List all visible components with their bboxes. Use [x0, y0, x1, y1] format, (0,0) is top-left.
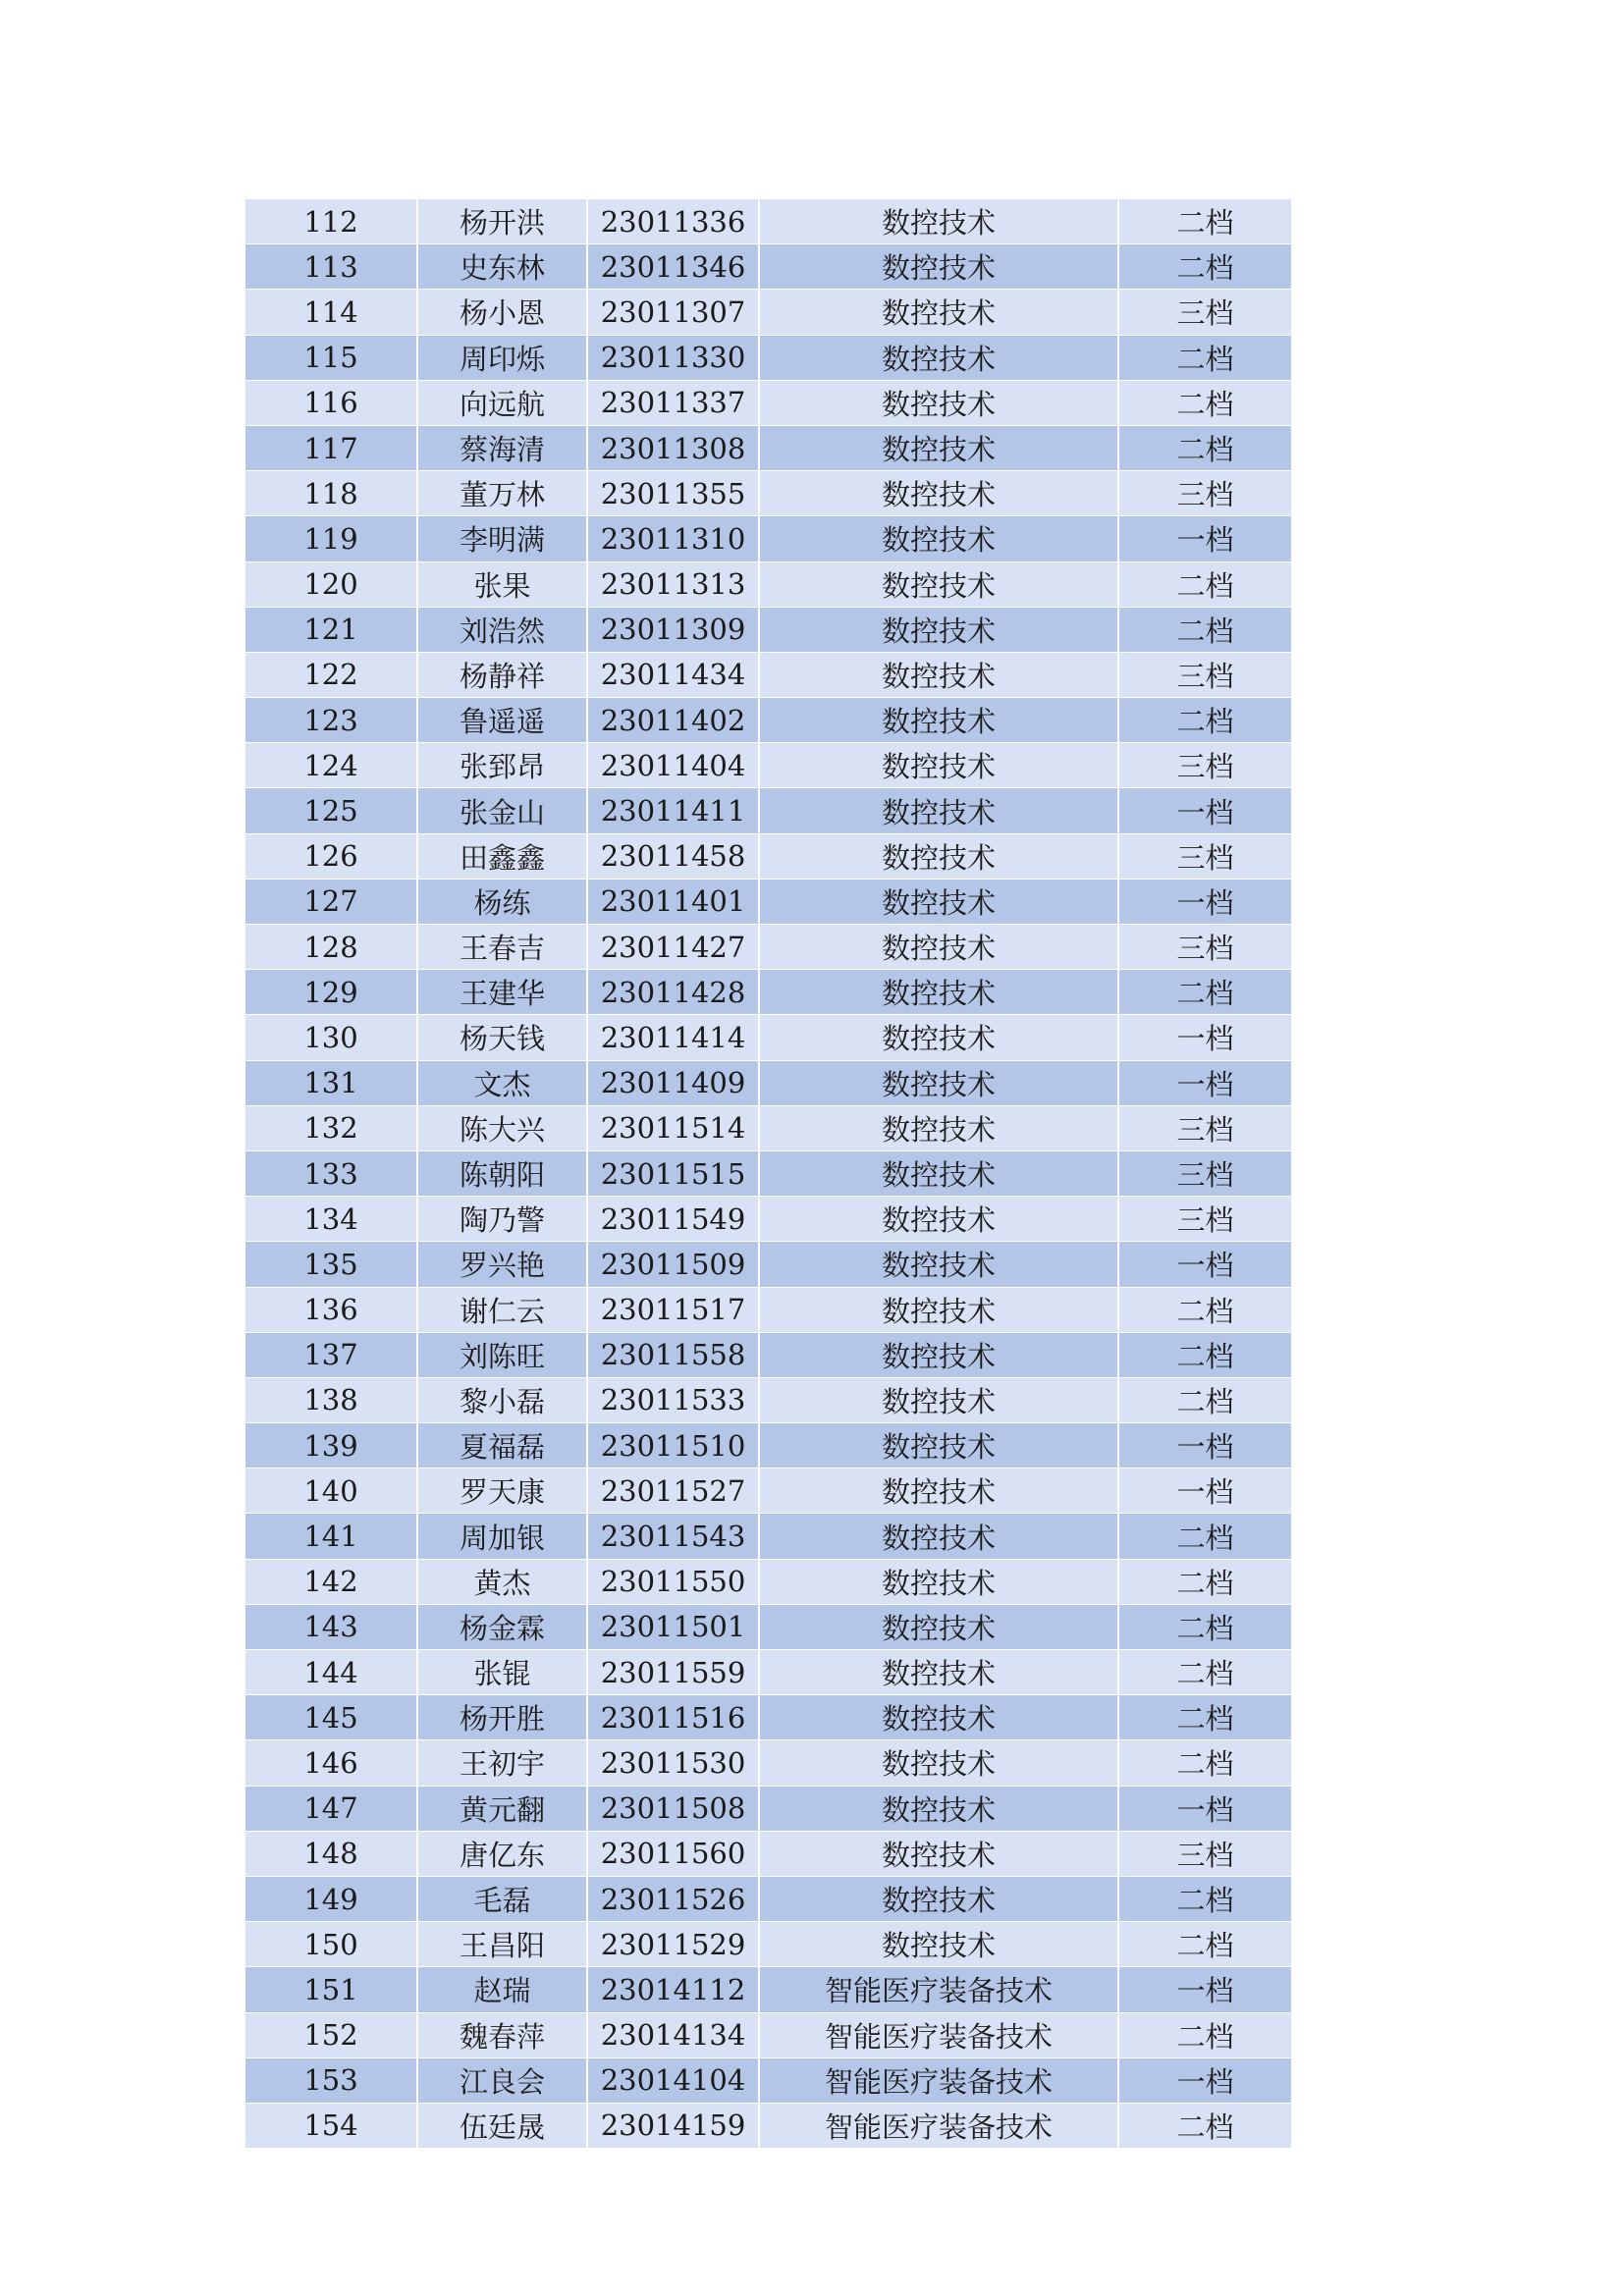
major-cell: 数控技术: [759, 1015, 1118, 1060]
student-id-cell: 23014112: [587, 1967, 759, 2012]
major-cell: 数控技术: [759, 788, 1118, 833]
student-id-cell: 23011428: [587, 970, 759, 1015]
level-cell: 一档: [1118, 1468, 1291, 1514]
level-cell: 三档: [1118, 1197, 1291, 1242]
table-row: [245, 788, 1291, 833]
student-id-cell: 23014104: [587, 2057, 759, 2103]
major-cell: 数控技术: [759, 1287, 1118, 1332]
student-id-cell: 23011560: [587, 1831, 759, 1876]
level-cell: 二档: [1118, 1876, 1291, 1921]
table-row: [245, 607, 1291, 652]
major-cell: 数控技术: [759, 561, 1118, 607]
student-id-cell: 23011336: [587, 199, 759, 244]
level-cell: 二档: [1118, 1559, 1291, 1604]
table-row: [245, 1650, 1291, 1695]
student-id-cell: 23014159: [587, 2103, 759, 2148]
student-id-cell: 23011543: [587, 1514, 759, 1559]
major-cell: 数控技术: [759, 743, 1118, 788]
level-cell: 一档: [1118, 2057, 1291, 2103]
level-cell: 一档: [1118, 1060, 1291, 1105]
level-cell: 二档: [1118, 1377, 1291, 1422]
student-name-cell: 刘浩然: [417, 607, 587, 652]
student-id-cell: 23011549: [587, 1197, 759, 1242]
student-roster-table: [245, 199, 1291, 2149]
student-name-cell: 周加银: [417, 1514, 587, 1559]
table-row: [245, 516, 1291, 561]
major-cell: 智能医疗装备技术: [759, 1967, 1118, 2012]
major-cell: 数控技术: [759, 925, 1118, 970]
major-cell: 数控技术: [759, 199, 1118, 244]
level-cell: 一档: [1118, 1967, 1291, 2012]
major-cell: 数控技术: [759, 335, 1118, 380]
table-row: [245, 879, 1291, 924]
student-name-cell: 鲁遥遥: [417, 698, 587, 743]
level-cell: 三档: [1118, 1150, 1291, 1196]
student-id-cell: 23011533: [587, 1377, 759, 1422]
major-cell: 数控技术: [759, 425, 1118, 470]
student-name-cell: 王春吉: [417, 925, 587, 970]
table-row: [245, 1695, 1291, 1740]
table-row: [245, 1423, 1291, 1468]
student-name-cell: 杨金霖: [417, 1604, 587, 1649]
student-name-cell: 黎小磊: [417, 1377, 587, 1422]
student-name-cell: 王初宇: [417, 1740, 587, 1786]
student-id-cell: 23011558: [587, 1332, 759, 1377]
level-cell: 三档: [1118, 471, 1291, 516]
row-number-cell: 135: [245, 1242, 417, 1287]
student-name-cell: 赵瑞: [417, 1967, 587, 2012]
student-id-cell: 23011510: [587, 1423, 759, 1468]
student-name-cell: 周印烁: [417, 335, 587, 380]
level-cell: 二档: [1118, 1332, 1291, 1377]
student-name-cell: 文杰: [417, 1060, 587, 1105]
student-name-cell: 陈朝阳: [417, 1150, 587, 1196]
row-number-cell: 139: [245, 1423, 417, 1468]
student-id-cell: 23011427: [587, 925, 759, 970]
level-cell: 二档: [1118, 335, 1291, 380]
table-row: [245, 1559, 1291, 1604]
major-cell: 数控技术: [759, 970, 1118, 1015]
level-cell: 二档: [1118, 380, 1291, 425]
major-cell: 数控技术: [759, 1468, 1118, 1514]
row-number-cell: 138: [245, 1377, 417, 1422]
row-number-cell: 126: [245, 833, 417, 879]
row-number-cell: 112: [245, 199, 417, 244]
table-row: [245, 1922, 1291, 1967]
student-id-cell: 23011308: [587, 425, 759, 470]
table-row: [245, 652, 1291, 697]
student-name-cell: 王建华: [417, 970, 587, 1015]
row-number-cell: 150: [245, 1922, 417, 1967]
major-cell: 数控技术: [759, 516, 1118, 561]
level-cell: 一档: [1118, 516, 1291, 561]
major-cell: 智能医疗装备技术: [759, 2103, 1118, 2148]
student-name-cell: 陶乃警: [417, 1197, 587, 1242]
student-id-cell: 23011307: [587, 290, 759, 335]
student-name-cell: 田鑫鑫: [417, 833, 587, 879]
student-name-cell: 杨开胜: [417, 1695, 587, 1740]
level-cell: 二档: [1118, 1514, 1291, 1559]
major-cell: 数控技术: [759, 1831, 1118, 1876]
row-number-cell: 152: [245, 2012, 417, 2057]
level-cell: 二档: [1118, 425, 1291, 470]
student-id-cell: 23011501: [587, 1604, 759, 1649]
level-cell: 三档: [1118, 1831, 1291, 1876]
level-cell: 二档: [1118, 2012, 1291, 2057]
major-cell: 智能医疗装备技术: [759, 2057, 1118, 2103]
student-name-cell: 张锟: [417, 1650, 587, 1695]
student-id-cell: 23011529: [587, 1922, 759, 1967]
major-cell: 数控技术: [759, 607, 1118, 652]
row-number-cell: 132: [245, 1105, 417, 1150]
row-number-cell: 131: [245, 1060, 417, 1105]
level-cell: 一档: [1118, 788, 1291, 833]
major-cell: 数控技术: [759, 1695, 1118, 1740]
major-cell: 数控技术: [759, 652, 1118, 697]
row-number-cell: 151: [245, 1967, 417, 2012]
row-number-cell: 145: [245, 1695, 417, 1740]
major-cell: 数控技术: [759, 1197, 1118, 1242]
student-name-cell: 杨开洪: [417, 199, 587, 244]
major-cell: 数控技术: [759, 879, 1118, 924]
table-row: [245, 2012, 1291, 2057]
student-id-cell: 23014134: [587, 2012, 759, 2057]
major-cell: 数控技术: [759, 1377, 1118, 1422]
table-row: [245, 1468, 1291, 1514]
student-name-cell: 张金山: [417, 788, 587, 833]
row-number-cell: 117: [245, 425, 417, 470]
student-id-cell: 23011355: [587, 471, 759, 516]
major-cell: 数控技术: [759, 244, 1118, 290]
student-id-cell: 23011517: [587, 1287, 759, 1332]
level-cell: 一档: [1118, 1015, 1291, 1060]
student-id-cell: 23011530: [587, 1740, 759, 1786]
level-cell: 二档: [1118, 970, 1291, 1015]
student-name-cell: 李明满: [417, 516, 587, 561]
student-id-cell: 23011409: [587, 1060, 759, 1105]
level-cell: 二档: [1118, 1650, 1291, 1695]
student-id-cell: 23011404: [587, 743, 759, 788]
row-number-cell: 133: [245, 1150, 417, 1196]
major-cell: 数控技术: [759, 1514, 1118, 1559]
table-row: [245, 561, 1291, 607]
student-name-cell: 张郅昂: [417, 743, 587, 788]
student-id-cell: 23011411: [587, 788, 759, 833]
table-row: [245, 1604, 1291, 1649]
student-name-cell: 张果: [417, 561, 587, 607]
level-cell: 一档: [1118, 1242, 1291, 1287]
major-cell: 智能医疗装备技术: [759, 2012, 1118, 2057]
table-row: [245, 698, 1291, 743]
table-row: [245, 471, 1291, 516]
major-cell: 数控技术: [759, 290, 1118, 335]
level-cell: 二档: [1118, 2103, 1291, 2148]
student-id-cell: 23011330: [587, 335, 759, 380]
table-row: [245, 1015, 1291, 1060]
table-row: [245, 1242, 1291, 1287]
table-row: [245, 1740, 1291, 1786]
table-row: [245, 2057, 1291, 2103]
row-number-cell: 119: [245, 516, 417, 561]
student-id-cell: 23011309: [587, 607, 759, 652]
student-name-cell: 陈大兴: [417, 1105, 587, 1150]
major-cell: 数控技术: [759, 1876, 1118, 1921]
major-cell: 数控技术: [759, 1242, 1118, 1287]
table-row: [245, 1377, 1291, 1422]
student-name-cell: 夏福磊: [417, 1423, 587, 1468]
level-cell: 三档: [1118, 833, 1291, 879]
level-cell: 三档: [1118, 743, 1291, 788]
student-name-cell: 杨静祥: [417, 652, 587, 697]
row-number-cell: 127: [245, 879, 417, 924]
major-cell: 数控技术: [759, 380, 1118, 425]
level-cell: 三档: [1118, 1105, 1291, 1150]
level-cell: 二档: [1118, 244, 1291, 290]
student-id-cell: 23011527: [587, 1468, 759, 1514]
student-name-cell: 王昌阳: [417, 1922, 587, 1967]
student-id-cell: 23011310: [587, 516, 759, 561]
row-number-cell: 125: [245, 788, 417, 833]
student-name-cell: 江良会: [417, 2057, 587, 2103]
level-cell: 三档: [1118, 290, 1291, 335]
row-number-cell: 122: [245, 652, 417, 697]
major-cell: 数控技术: [759, 1650, 1118, 1695]
level-cell: 一档: [1118, 879, 1291, 924]
student-name-cell: 谢仁云: [417, 1287, 587, 1332]
student-name-cell: 黄元翻: [417, 1786, 587, 1831]
level-cell: 二档: [1118, 1922, 1291, 1967]
table-row: [245, 1967, 1291, 2012]
student-id-cell: 23011526: [587, 1876, 759, 1921]
row-number-cell: 115: [245, 335, 417, 380]
row-number-cell: 118: [245, 471, 417, 516]
student-id-cell: 23011401: [587, 879, 759, 924]
level-cell: 二档: [1118, 199, 1291, 244]
student-id-cell: 23011550: [587, 1559, 759, 1604]
table-row: [245, 380, 1291, 425]
student-id-cell: 23011346: [587, 244, 759, 290]
table-row: [245, 290, 1291, 335]
major-cell: 数控技术: [759, 833, 1118, 879]
student-name-cell: 杨小恩: [417, 290, 587, 335]
student-name-cell: 史东林: [417, 244, 587, 290]
row-number-cell: 116: [245, 380, 417, 425]
major-cell: 数控技术: [759, 1786, 1118, 1831]
table-row: [245, 970, 1291, 1015]
row-number-cell: 136: [245, 1287, 417, 1332]
major-cell: 数控技术: [759, 1105, 1118, 1150]
row-number-cell: 141: [245, 1514, 417, 1559]
table-row: [245, 925, 1291, 970]
level-cell: 一档: [1118, 1423, 1291, 1468]
level-cell: 一档: [1118, 1786, 1291, 1831]
major-cell: 数控技术: [759, 1559, 1118, 1604]
row-number-cell: 154: [245, 2103, 417, 2148]
student-name-cell: 罗兴艳: [417, 1242, 587, 1287]
row-number-cell: 153: [245, 2057, 417, 2103]
table-row: [245, 2103, 1291, 2148]
major-cell: 数控技术: [759, 1922, 1118, 1967]
row-number-cell: 140: [245, 1468, 417, 1514]
major-cell: 数控技术: [759, 698, 1118, 743]
table-row: [245, 743, 1291, 788]
level-cell: 二档: [1118, 607, 1291, 652]
major-cell: 数控技术: [759, 1604, 1118, 1649]
level-cell: 二档: [1118, 1695, 1291, 1740]
student-name-cell: 黄杰: [417, 1559, 587, 1604]
table-row: [245, 1197, 1291, 1242]
major-cell: 数控技术: [759, 1740, 1118, 1786]
student-name-cell: 杨练: [417, 879, 587, 924]
row-number-cell: 144: [245, 1650, 417, 1695]
table-row: [245, 1786, 1291, 1831]
major-cell: 数控技术: [759, 1332, 1118, 1377]
student-id-cell: 23011337: [587, 380, 759, 425]
major-cell: 数控技术: [759, 1060, 1118, 1105]
row-number-cell: 148: [245, 1831, 417, 1876]
student-id-cell: 23011458: [587, 833, 759, 879]
table-row: [245, 244, 1291, 290]
major-cell: 数控技术: [759, 471, 1118, 516]
row-number-cell: 147: [245, 1786, 417, 1831]
level-cell: 二档: [1118, 1604, 1291, 1649]
student-name-cell: 毛磊: [417, 1876, 587, 1921]
row-number-cell: 130: [245, 1015, 417, 1060]
table-row: [245, 1105, 1291, 1150]
student-id-cell: 23011414: [587, 1015, 759, 1060]
roster-body: [245, 199, 1291, 2149]
table-row: [245, 1150, 1291, 1196]
table-row: [245, 1831, 1291, 1876]
student-id-cell: 23011559: [587, 1650, 759, 1695]
row-number-cell: 113: [245, 244, 417, 290]
table-row: [245, 335, 1291, 380]
student-id-cell: 23011509: [587, 1242, 759, 1287]
row-number-cell: 114: [245, 290, 417, 335]
level-cell: 三档: [1118, 652, 1291, 697]
student-name-cell: 魏春萍: [417, 2012, 587, 2057]
row-number-cell: 142: [245, 1559, 417, 1604]
student-id-cell: 23011402: [587, 698, 759, 743]
row-number-cell: 128: [245, 925, 417, 970]
table-row: [245, 1514, 1291, 1559]
table-row: [245, 199, 1291, 244]
student-name-cell: 罗天康: [417, 1468, 587, 1514]
student-name-cell: 蔡海清: [417, 425, 587, 470]
student-id-cell: 23011313: [587, 561, 759, 607]
row-number-cell: 124: [245, 743, 417, 788]
row-number-cell: 123: [245, 698, 417, 743]
row-number-cell: 121: [245, 607, 417, 652]
level-cell: 二档: [1118, 1740, 1291, 1786]
major-cell: 数控技术: [759, 1150, 1118, 1196]
row-number-cell: 134: [245, 1197, 417, 1242]
student-id-cell: 23011515: [587, 1150, 759, 1196]
table-row: [245, 1876, 1291, 1921]
student-id-cell: 23011434: [587, 652, 759, 697]
table-row: [245, 425, 1291, 470]
table-row: [245, 1332, 1291, 1377]
row-number-cell: 120: [245, 561, 417, 607]
student-name-cell: 杨天钱: [417, 1015, 587, 1060]
row-number-cell: 129: [245, 970, 417, 1015]
row-number-cell: 137: [245, 1332, 417, 1377]
table-row: [245, 833, 1291, 879]
student-name-cell: 董万林: [417, 471, 587, 516]
student-id-cell: 23011516: [587, 1695, 759, 1740]
level-cell: 二档: [1118, 698, 1291, 743]
level-cell: 二档: [1118, 561, 1291, 607]
student-id-cell: 23011514: [587, 1105, 759, 1150]
row-number-cell: 146: [245, 1740, 417, 1786]
level-cell: 二档: [1118, 1287, 1291, 1332]
student-name-cell: 唐亿东: [417, 1831, 587, 1876]
table-row: [245, 1287, 1291, 1332]
row-number-cell: 149: [245, 1876, 417, 1921]
row-number-cell: 143: [245, 1604, 417, 1649]
student-name-cell: 刘陈旺: [417, 1332, 587, 1377]
student-id-cell: 23011508: [587, 1786, 759, 1831]
level-cell: 三档: [1118, 925, 1291, 970]
student-name-cell: 伍廷晟: [417, 2103, 587, 2148]
table-row: [245, 1060, 1291, 1105]
student-name-cell: 向远航: [417, 380, 587, 425]
major-cell: 数控技术: [759, 1423, 1118, 1468]
